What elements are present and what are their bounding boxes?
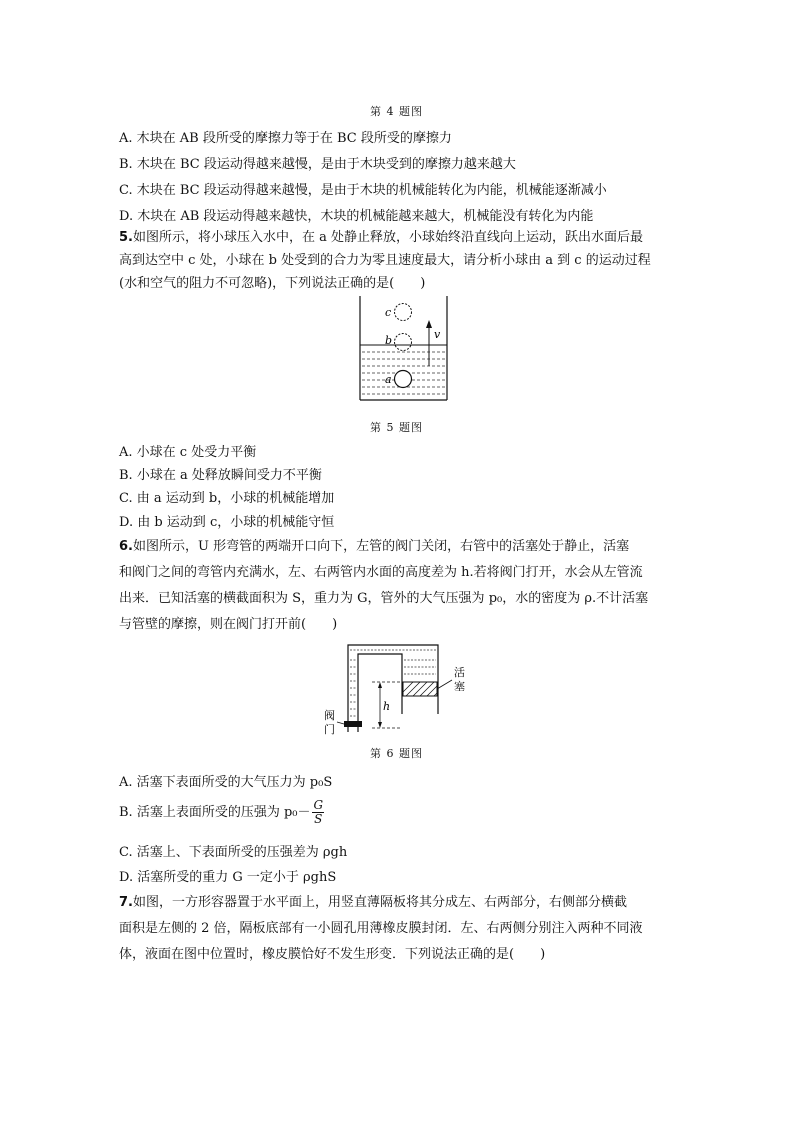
q5-option-a: A. 小球在 c 处受力平衡 bbox=[119, 445, 257, 460]
q6-figure-caption: 第 6 题图 bbox=[370, 747, 423, 760]
q5-figure-caption: 第 5 题图 bbox=[370, 421, 423, 434]
q5-figure bbox=[355, 292, 455, 404]
q6-figure bbox=[320, 640, 470, 736]
fraction-g-over-s: $\frac{G}{S}$ bbox=[313, 798, 324, 826]
q7-stem-line-1: 7.如图，一方形容器置于水平面上，用竖直薄隔板将其分成左、右两部分，右侧部分横截 bbox=[119, 895, 627, 910]
q5-number: 5. bbox=[119, 230, 133, 245]
q4-option-d: D. 木块在 AB 段运动得越来越快，木块的机械能越来越大，机械能没有转化为内能 bbox=[119, 209, 594, 224]
label-piston-2: 塞 bbox=[454, 680, 465, 693]
q6-number: 6. bbox=[119, 539, 133, 554]
q5-option-d: D. 由 b 运动到 c，小球的机械能守恒 bbox=[119, 515, 335, 530]
label-valve-1: 阀 bbox=[324, 709, 335, 722]
q4-figure-caption: 第 4 题图 bbox=[370, 105, 423, 118]
label-b: b bbox=[385, 334, 393, 347]
q6-option-b: B. 活塞上表面所受的压强为 p₀－ $\frac{G}{S}$ bbox=[119, 798, 324, 826]
q5-option-c: C. 由 a 运动到 b，小球的机械能增加 bbox=[119, 491, 335, 506]
q4-option-b: B. 木块在 BC 段运动得越来越慢，是由于木块受到的摩擦力越来越大 bbox=[119, 157, 516, 172]
q6-option-d: D. 活塞所受的重力 G 一定小于 ρghS bbox=[119, 870, 337, 885]
q5-stem-line-3: (水和空气的阻力不可忽略)，下列说法正确的是( ) bbox=[119, 276, 426, 291]
label-valve-2: 门 bbox=[324, 723, 335, 736]
label-h: h bbox=[383, 700, 391, 713]
q4-option-c: C. 木块在 BC 段运动得越来越慢，是由于木块的机械能转化为内能，机械能逐渐减小 bbox=[119, 183, 607, 198]
q7-stem-line-2: 面积是左侧的 2 倍，隔板底部有一小圆孔用薄橡皮膜封闭．左、右两侧分别注入两种不同液 bbox=[119, 921, 643, 936]
label-c: c bbox=[385, 306, 392, 319]
q7-number: 7. bbox=[119, 895, 133, 910]
q5-stem-line-1: 5.如图所示，将小球压入水中，在 a 处静止释放，小球始终沿直线向上运动，跃出水面后最 bbox=[119, 230, 644, 245]
q4-option-a: A. 木块在 AB 段所受的摩擦力等于在 BC 段所受的摩擦力 bbox=[119, 131, 452, 146]
ball-c bbox=[395, 304, 412, 321]
q6-stem-line-3: 出来．已知活塞的横截面积为 S，重力为 G，管外的大气压强为 p₀，水的密度为 ρ.不计活塞 bbox=[119, 591, 649, 606]
q6-option-a: A. 活塞下表面所受的大气压力为 p₀S bbox=[119, 775, 333, 790]
q5-stem-line-2: 高到达空中 c 处，小球在 b 处受到的合力为零且速度最大，请分析小球由 a 到 c 的运动过程 bbox=[119, 253, 651, 268]
q7-stem-line-3: 体，液面在图中位置时，橡皮膜恰好不发生形变．下列说法正确的是( ) bbox=[119, 947, 546, 962]
q6-option-c: C. 活塞上、下表面所受的压强差为 ρgh bbox=[119, 845, 348, 860]
label-v: v bbox=[434, 328, 441, 341]
ball-a bbox=[395, 371, 412, 388]
q6-stem-line-2: 和阀门之间的弯管内充满水，左、右两管内水面的高度差为 h.若将阀门打开，水会从左管流 bbox=[119, 565, 643, 580]
q5-option-b: B. 小球在 a 处释放瞬间受力不平衡 bbox=[119, 468, 322, 483]
label-piston-1: 活 bbox=[454, 666, 465, 679]
ball-b bbox=[395, 334, 412, 351]
label-a: a bbox=[385, 373, 392, 386]
q6-stem-line-4: 与管壁的摩擦，则在阀门打开前( ) bbox=[119, 617, 338, 632]
q6-stem-line-1: 6.如图所示，U 形弯管的两端开口向下，左管的阀门关闭，右管中的活塞处于静止，活塞 bbox=[119, 539, 630, 554]
